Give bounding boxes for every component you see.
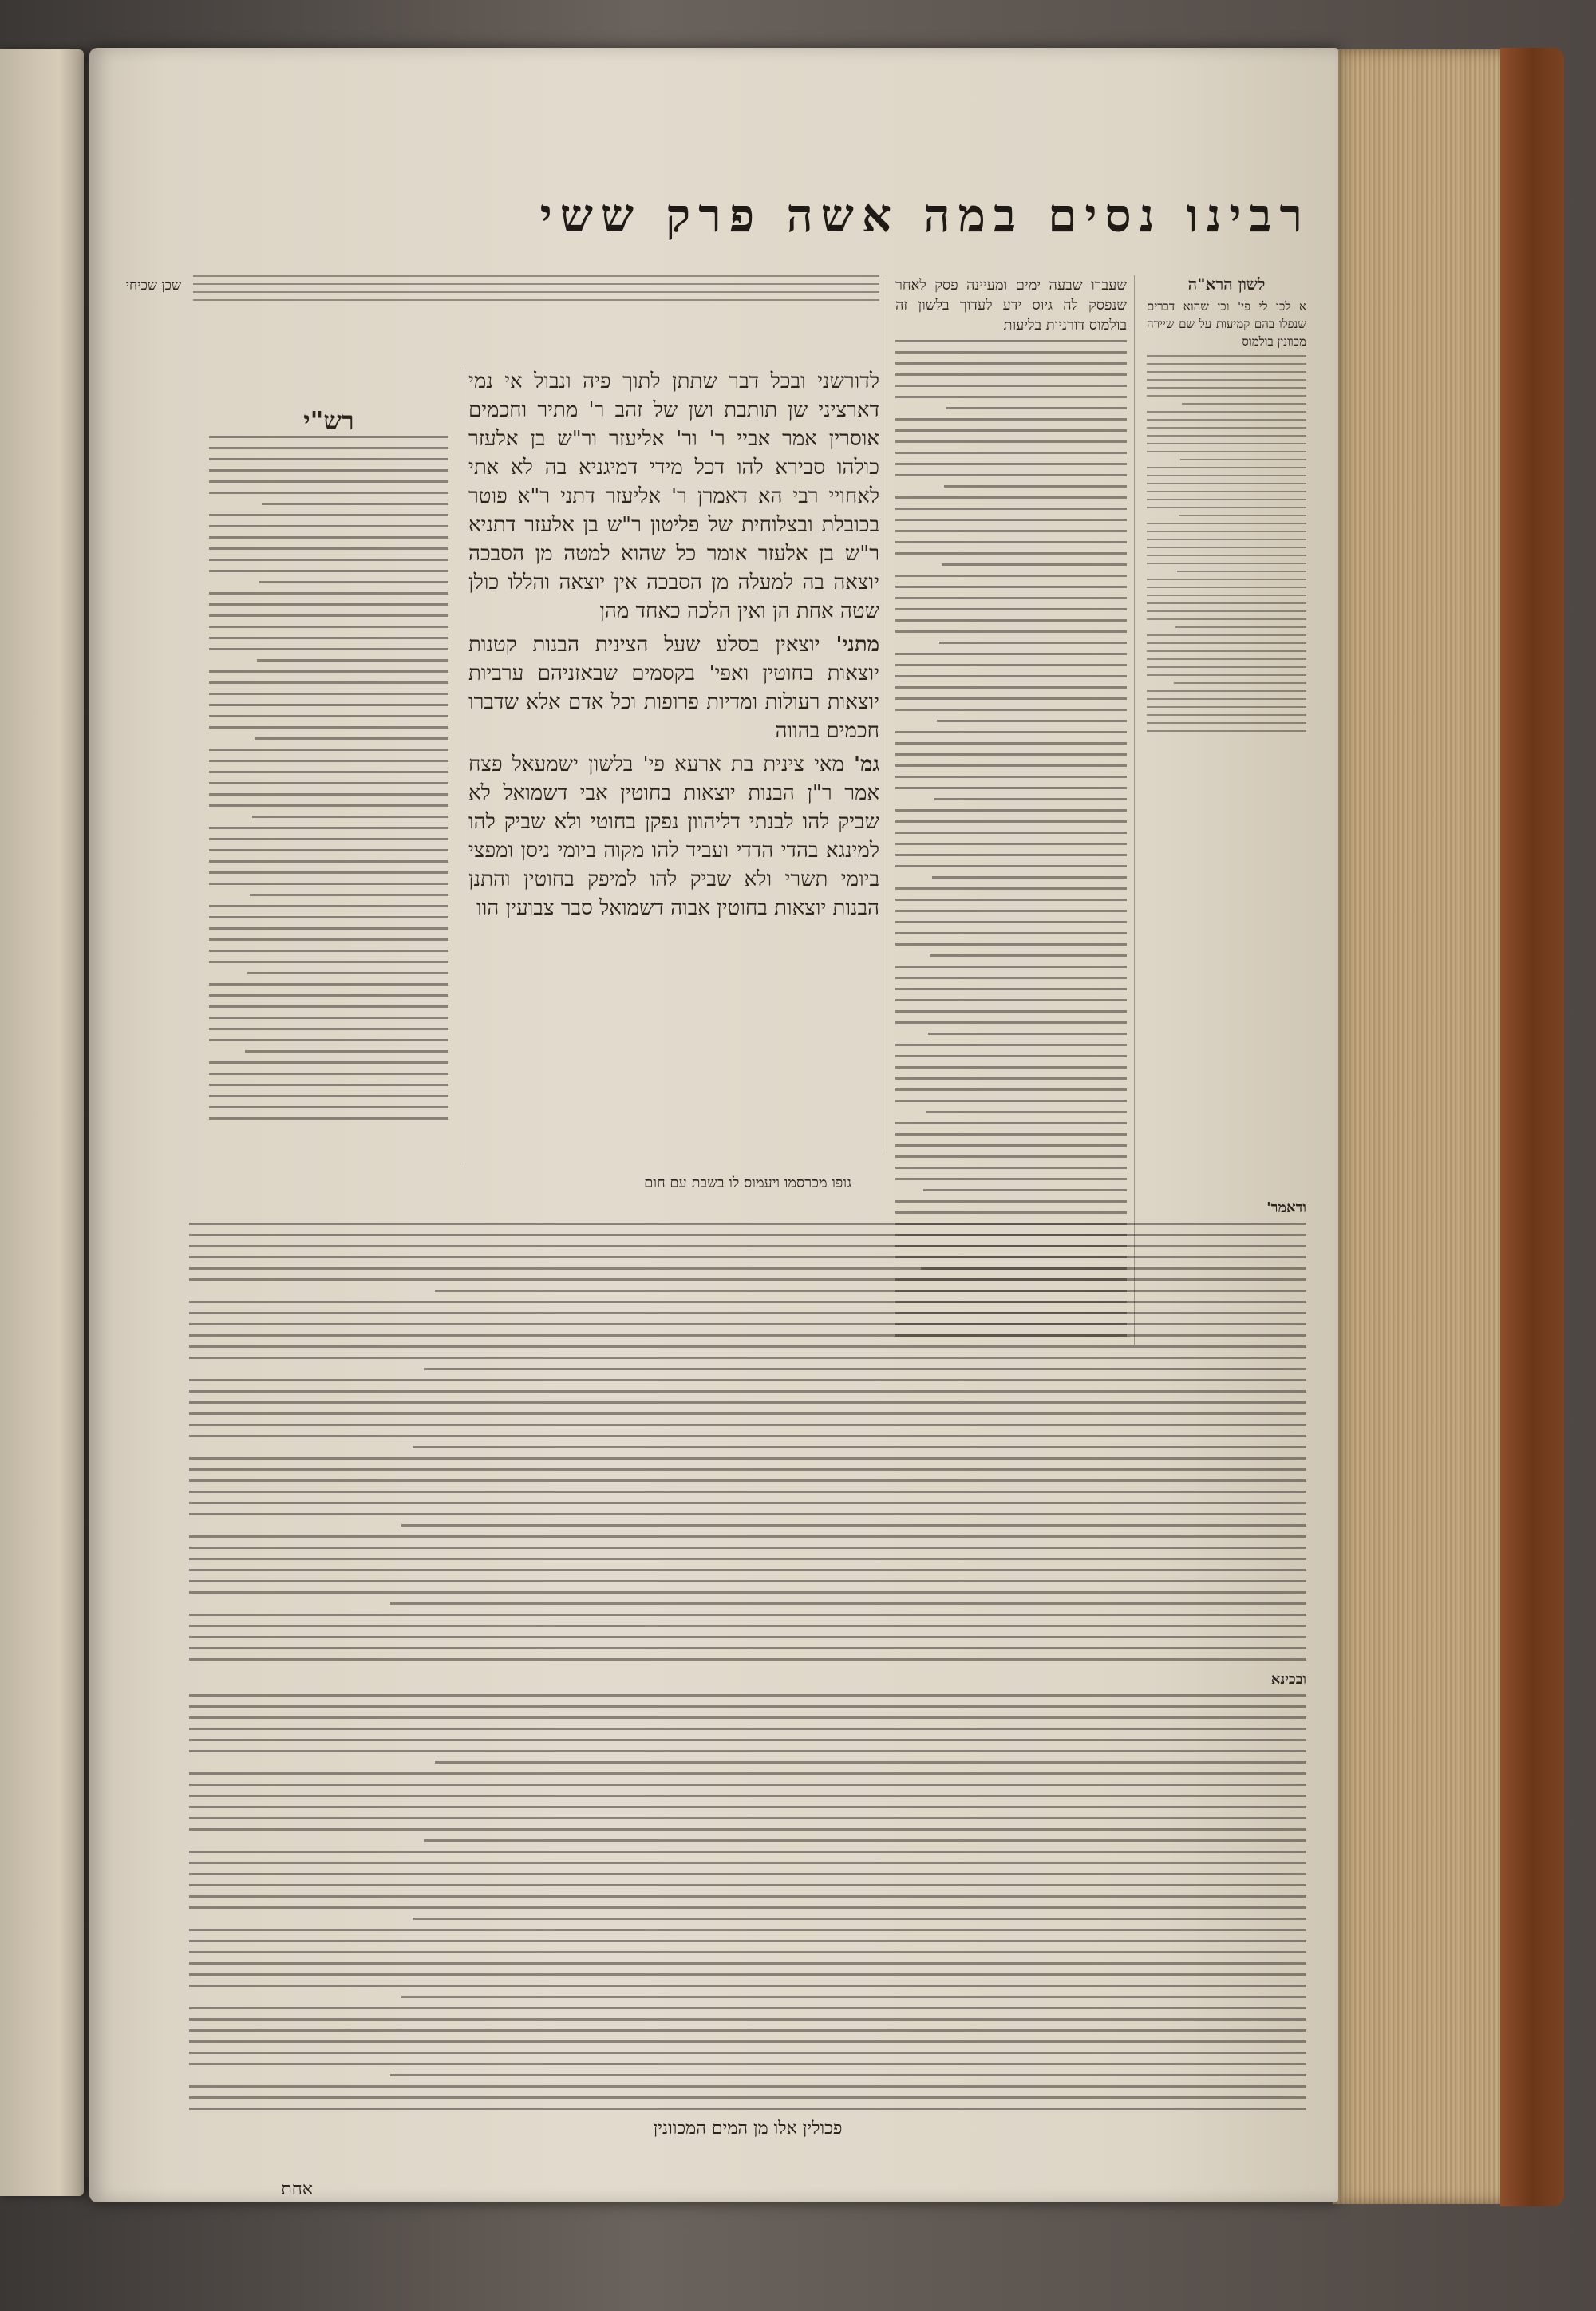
text-line <box>1147 563 1306 564</box>
text-line <box>937 720 1127 722</box>
text-line <box>189 1884 1306 1886</box>
text-line <box>189 1412 1306 1415</box>
text-line <box>895 429 1127 432</box>
text-line <box>189 1502 1306 1504</box>
text-line <box>1147 666 1306 668</box>
text-line <box>435 1761 1306 1764</box>
text-line <box>1147 547 1306 548</box>
text-line <box>895 385 1127 387</box>
text-line <box>1147 395 1306 397</box>
bottom-keyword-2: ובכינא <box>1270 1671 1306 1688</box>
text-line <box>1147 674 1306 676</box>
text-line <box>895 943 1127 946</box>
milchemet-column <box>1147 275 1306 1273</box>
text-line <box>189 2063 1306 2065</box>
text-line <box>424 1839 1306 1842</box>
text-line <box>189 1817 1306 1819</box>
text-line <box>895 362 1127 365</box>
text-line <box>209 480 448 483</box>
gemara-column <box>468 367 879 1149</box>
margin-note: שכן שכיחי <box>125 278 181 294</box>
text-line <box>209 860 448 863</box>
text-line <box>1147 642 1306 644</box>
text-line <box>895 1100 1127 1102</box>
text-line <box>1147 355 1306 357</box>
text-line <box>895 764 1127 767</box>
text-line <box>189 2108 1306 2110</box>
text-line <box>895 697 1127 700</box>
text-line <box>1147 595 1306 596</box>
text-line <box>1147 523 1306 524</box>
text-line <box>189 2007 1306 2009</box>
text-line <box>895 396 1127 398</box>
text-line <box>401 1524 1306 1527</box>
text-line <box>189 1658 1306 1661</box>
text-line <box>189 1694 1306 1697</box>
text-line <box>1147 451 1306 452</box>
text-line <box>209 994 448 997</box>
text-line <box>189 1591 1306 1594</box>
text-line <box>189 1256 1306 1258</box>
text-line <box>928 1033 1127 1035</box>
text-line <box>209 1017 448 1019</box>
text-line <box>1147 371 1306 373</box>
text-line <box>189 1906 1306 1909</box>
text-line <box>189 1962 1306 1965</box>
mishnah-text: יוצאין בסלע שעל הצינית הבנות קטנות יוצאות בחוטין ואפי' בקסמים שבאזניהם ערביות יוצאות רעולות ומדיות פרופות וכל אדם אלא שדברו חכמים בהווה <box>468 633 879 743</box>
text-line <box>926 1111 1127 1113</box>
top-commentary-body <box>193 275 879 301</box>
text-line <box>895 1021 1127 1024</box>
text-line <box>209 782 448 784</box>
text-line <box>209 626 448 628</box>
text-line <box>895 742 1127 745</box>
bottom-body-b <box>189 1694 1306 2110</box>
text-line <box>209 469 448 472</box>
text-line <box>189 1862 1306 1864</box>
text-line <box>262 503 448 505</box>
text-line <box>189 1547 1306 1549</box>
text-line <box>209 1039 448 1041</box>
text-line <box>189 1951 1306 1953</box>
text-line <box>390 1602 1306 1605</box>
text-line <box>1147 690 1306 692</box>
text-line <box>209 559 448 561</box>
text-line <box>1147 698 1306 700</box>
text-line <box>189 2029 1306 2032</box>
text-line <box>209 614 448 617</box>
text-line <box>401 1996 1306 1998</box>
text-line <box>1147 491 1306 492</box>
text-line <box>435 1290 1306 1292</box>
text-line <box>895 999 1127 1001</box>
text-line <box>895 1156 1127 1158</box>
text-line <box>932 876 1127 879</box>
previous-page-edge <box>0 49 84 2196</box>
text-line <box>895 753 1127 756</box>
text-line <box>189 1301 1306 1303</box>
text-line <box>944 485 1127 488</box>
text-line <box>895 508 1127 510</box>
bottom-keyword-1: ודאמר' <box>1266 1199 1306 1216</box>
mishnah-label: מתני' <box>836 633 879 657</box>
text-line <box>189 1312 1306 1314</box>
text-line <box>895 340 1127 342</box>
text-line <box>245 1050 448 1053</box>
text-line <box>209 715 448 717</box>
milchemet-body <box>1147 355 1306 732</box>
text-line <box>1147 475 1306 476</box>
text-line <box>189 1739 1306 1741</box>
text-line <box>209 905 448 907</box>
text-line <box>1175 626 1306 628</box>
text-line <box>252 816 448 818</box>
text-line <box>247 972 448 974</box>
text-line <box>189 1357 1306 1359</box>
text-line <box>209 771 448 773</box>
text-line <box>189 1245 1306 1247</box>
text-line <box>189 2018 1306 2021</box>
text-line <box>209 838 448 840</box>
text-line <box>189 1895 1306 1898</box>
text-line <box>193 283 879 285</box>
text-line <box>1147 602 1306 604</box>
text-line <box>193 275 879 277</box>
text-line <box>209 804 448 807</box>
text-line <box>930 954 1128 957</box>
text-line <box>193 291 879 293</box>
text-line <box>250 894 448 896</box>
text-line <box>189 1569 1306 1571</box>
text-line <box>895 586 1127 588</box>
text-line <box>1147 658 1306 660</box>
text-line <box>209 983 448 986</box>
text-line <box>942 563 1127 566</box>
column-divider <box>1134 275 1135 1345</box>
text-line <box>895 496 1127 499</box>
text-line <box>895 854 1127 856</box>
text-line <box>1147 587 1306 588</box>
bottom-body-a <box>189 1223 1306 1661</box>
text-line <box>189 1806 1306 1808</box>
text-line <box>189 1647 1306 1649</box>
text-line <box>895 776 1127 778</box>
text-line <box>1180 459 1306 460</box>
text-line <box>934 798 1127 800</box>
text-line <box>1147 555 1306 556</box>
ran-opening: שעברו שבעה ימים ומעיינה פסק לאחר שנפסק לה גיוס ידע לעדוך בלשון זה בולמוס דורניות בליעות <box>895 277 1127 334</box>
text-line <box>895 820 1127 823</box>
text-line <box>189 1784 1306 1786</box>
rashi-column <box>209 411 448 1177</box>
text-line <box>895 597 1127 599</box>
text-line <box>1147 467 1306 468</box>
text-line <box>209 637 448 639</box>
text-line <box>390 2074 1306 2076</box>
text-line <box>257 659 448 662</box>
text-line <box>413 1918 1306 1920</box>
text-line <box>209 492 448 494</box>
text-line <box>1147 427 1306 429</box>
text-line <box>209 927 448 930</box>
text-line <box>189 1401 1306 1404</box>
text-line <box>189 1424 1306 1426</box>
text-line <box>189 1234 1306 1236</box>
text-line <box>1179 515 1306 516</box>
text-line <box>895 474 1127 476</box>
text-line <box>209 704 448 706</box>
text-line <box>189 1851 1306 1853</box>
text-line <box>895 519 1127 521</box>
text-line <box>209 1084 448 1086</box>
text-line <box>189 1873 1306 1875</box>
text-line <box>189 1267 1306 1270</box>
text-line <box>209 726 448 729</box>
text-line <box>895 351 1127 354</box>
text-line <box>209 514 448 516</box>
text-line <box>895 932 1127 934</box>
text-line <box>1147 650 1306 652</box>
gemara-text: מאי צינית בת ארעא פי' בלשון ישמעאל פצח אמר ר"ן הבנות יוצאות בחוטין אבי דשמואל לא שביק להו לבנתי דליהוון נפקן בחוטי ולא שביק להו למינגא בהדי הדדי ועביד להו מקוה ביומי ניסן ומפצי ביומי תשרי ולא שביק להו למיפק בחוטין והתנן הבנות יוצאות בחוטין אבוה דשמואל סבר צבועין הוו <box>468 753 879 920</box>
text-line <box>895 988 1127 990</box>
text-line <box>895 452 1127 454</box>
text-line <box>1147 419 1306 421</box>
text-line <box>1147 443 1306 444</box>
text-line <box>1147 507 1306 508</box>
text-line <box>209 1061 448 1064</box>
text-line <box>895 619 1127 622</box>
text-line <box>895 832 1127 834</box>
text-line <box>209 916 448 918</box>
text-line <box>895 921 1127 923</box>
text-line <box>209 749 448 751</box>
text-line <box>189 1468 1306 1471</box>
text-line <box>895 630 1127 633</box>
text-line <box>1147 411 1306 413</box>
text-line <box>1147 363 1306 365</box>
text-line <box>189 1750 1306 1752</box>
text-line <box>895 575 1127 577</box>
text-line <box>209 1005 448 1008</box>
text-line <box>189 1390 1306 1393</box>
text-line <box>209 950 448 952</box>
text-line <box>895 530 1127 532</box>
text-line <box>946 407 1127 409</box>
text-line <box>1174 682 1306 684</box>
text-line <box>189 1334 1306 1337</box>
text-line <box>189 1435 1306 1437</box>
text-line <box>895 809 1127 812</box>
text-line <box>209 1117 448 1120</box>
text-line <box>209 1095 448 1097</box>
page-title: רבינו נסים במה אשה פרק ששי <box>539 188 1310 243</box>
text-line <box>209 681 448 684</box>
text-line <box>209 670 448 673</box>
text-line <box>895 887 1127 890</box>
text-line <box>895 1144 1127 1147</box>
text-line <box>895 910 1127 912</box>
text-line <box>189 1728 1306 1730</box>
text-line <box>895 675 1127 677</box>
text-line <box>895 653 1127 655</box>
text-line <box>1147 387 1306 389</box>
text-line <box>424 1368 1306 1370</box>
text-line <box>1147 634 1306 636</box>
text-line <box>1147 714 1306 716</box>
text-line <box>189 1795 1306 1797</box>
text-line <box>1182 403 1306 405</box>
text-line <box>895 664 1127 666</box>
text-line <box>189 2096 1306 2099</box>
text-line <box>189 1828 1306 1831</box>
text-line <box>895 440 1127 443</box>
text-line <box>189 1323 1306 1325</box>
text-line <box>895 899 1127 901</box>
text-line <box>939 642 1127 644</box>
text-line <box>895 1167 1127 1169</box>
text-line <box>189 1940 1306 1942</box>
text-line <box>209 592 448 595</box>
text-line <box>895 463 1127 465</box>
text-line <box>189 1716 1306 1719</box>
text-line <box>209 938 448 941</box>
text-line <box>209 570 448 572</box>
text-line <box>895 1044 1127 1046</box>
text-line <box>1147 610 1306 612</box>
top-commentary <box>193 275 879 363</box>
text-line <box>209 760 448 762</box>
main-opening: לדורשני ובכל דבר שתתן לתוך פיה ונבול אי נמי דארציני שן תותבת ושן של זהב ר' מתיר וחכמים אוסרין אמר אביי ר' ור' אליעזר ור"ש בן אלעזר כולהו סבירא להו דכל מידי דמיגניא בה לא אתי לאחויי רבי הא דאמרן ר' אליעזר דתני ר"א פוטר בכובלת ובצלוחית של פליטון ר"ש בן אלעזר דתניא ר"ש בן אלעזר אומר כל שהוא למטה מן הסבכה יוצאה בה למעלה מן הסבכה אין יוצאה והללו כולן שטה אחת הן ואין הלכה כאחד מהן <box>468 369 879 623</box>
text-line <box>895 977 1127 979</box>
text-line <box>209 648 448 650</box>
text-line <box>193 299 879 301</box>
text-line <box>189 1345 1306 1348</box>
text-line <box>189 1558 1306 1560</box>
text-line <box>189 1535 1306 1538</box>
text-line <box>189 1614 1306 1616</box>
text-line <box>895 541 1127 543</box>
text-line <box>895 1122 1127 1124</box>
text-line <box>189 1929 1306 1931</box>
text-line <box>209 871 448 874</box>
catchword: אחת <box>281 2179 313 2199</box>
bottom-commentary <box>189 1173 1306 2187</box>
text-line <box>209 536 448 539</box>
text-line <box>895 373 1127 376</box>
text-line <box>895 1133 1127 1136</box>
text-line <box>895 843 1127 845</box>
text-line <box>209 793 448 796</box>
text-line <box>255 737 448 740</box>
text-line <box>1147 706 1306 708</box>
text-line <box>209 603 448 606</box>
text-line <box>189 1772 1306 1775</box>
text-line <box>189 1223 1306 1225</box>
text-line <box>895 608 1127 610</box>
text-line <box>189 1491 1306 1493</box>
text-line <box>413 1446 1306 1448</box>
text-line <box>1147 722 1306 724</box>
text-line <box>209 961 448 963</box>
text-line <box>189 1278 1306 1281</box>
text-line <box>259 581 448 583</box>
text-line <box>895 966 1127 968</box>
text-line <box>895 686 1127 689</box>
text-line <box>895 709 1127 711</box>
bottom-opening: גופו מכרסמו ויעמוס לו בשבת עם חום <box>644 1175 851 1191</box>
text-line <box>895 731 1127 733</box>
text-line <box>1147 499 1306 500</box>
text-line <box>209 525 448 527</box>
text-line <box>895 787 1127 789</box>
text-line <box>895 1066 1127 1069</box>
closing-line: פכולין אלו מן המים המכוונין <box>653 2119 843 2139</box>
text-line <box>1147 579 1306 580</box>
text-line <box>1147 379 1306 381</box>
text-line <box>209 458 448 460</box>
text-line <box>189 1636 1306 1638</box>
text-line <box>1147 483 1306 484</box>
text-line <box>1177 571 1306 572</box>
text-line <box>189 1580 1306 1582</box>
text-line <box>1147 618 1306 620</box>
text-line <box>1147 730 1306 732</box>
text-line <box>189 1379 1306 1381</box>
milchemet-title: לשון הרא"ה <box>1187 275 1266 294</box>
text-line <box>1147 539 1306 540</box>
text-line <box>209 827 448 829</box>
text-line <box>895 1088 1127 1091</box>
text-line <box>189 1985 1306 1987</box>
text-line <box>209 1028 448 1030</box>
text-line <box>209 1106 448 1108</box>
text-line <box>209 1073 448 1075</box>
text-line <box>189 1479 1306 1482</box>
text-line <box>189 2040 1306 2043</box>
text-line <box>209 693 448 695</box>
text-line <box>189 1973 1306 1976</box>
text-line <box>1147 435 1306 437</box>
text-line <box>209 849 448 851</box>
milchemet-opening: א לכו לי פי' וכן שהוא דברים שנפלו בהם קמיעות על שם שיירה מכוונין בולמוס <box>1147 299 1306 349</box>
text-line <box>895 552 1127 555</box>
text-line <box>189 2052 1306 2054</box>
text-line <box>895 865 1127 867</box>
rashi-body <box>209 436 448 1120</box>
text-line <box>209 436 448 438</box>
text-line <box>209 883 448 885</box>
text-line <box>1147 531 1306 532</box>
text-line <box>209 447 448 449</box>
text-line <box>189 1457 1306 1460</box>
text-line <box>189 1625 1306 1627</box>
text-line <box>895 1077 1127 1080</box>
page-header <box>209 180 1310 251</box>
text-line <box>189 2085 1306 2088</box>
gemara-label: גמ' <box>854 753 879 776</box>
text-line <box>895 1055 1127 1057</box>
rashi-title: רש"י <box>303 411 354 436</box>
text-line <box>189 1705 1306 1708</box>
text-line <box>895 418 1127 421</box>
talmud-page <box>89 48 1338 2202</box>
text-line <box>895 1010 1127 1013</box>
book-spine <box>1500 48 1564 2206</box>
text-line <box>189 1513 1306 1515</box>
text-line <box>209 547 448 550</box>
